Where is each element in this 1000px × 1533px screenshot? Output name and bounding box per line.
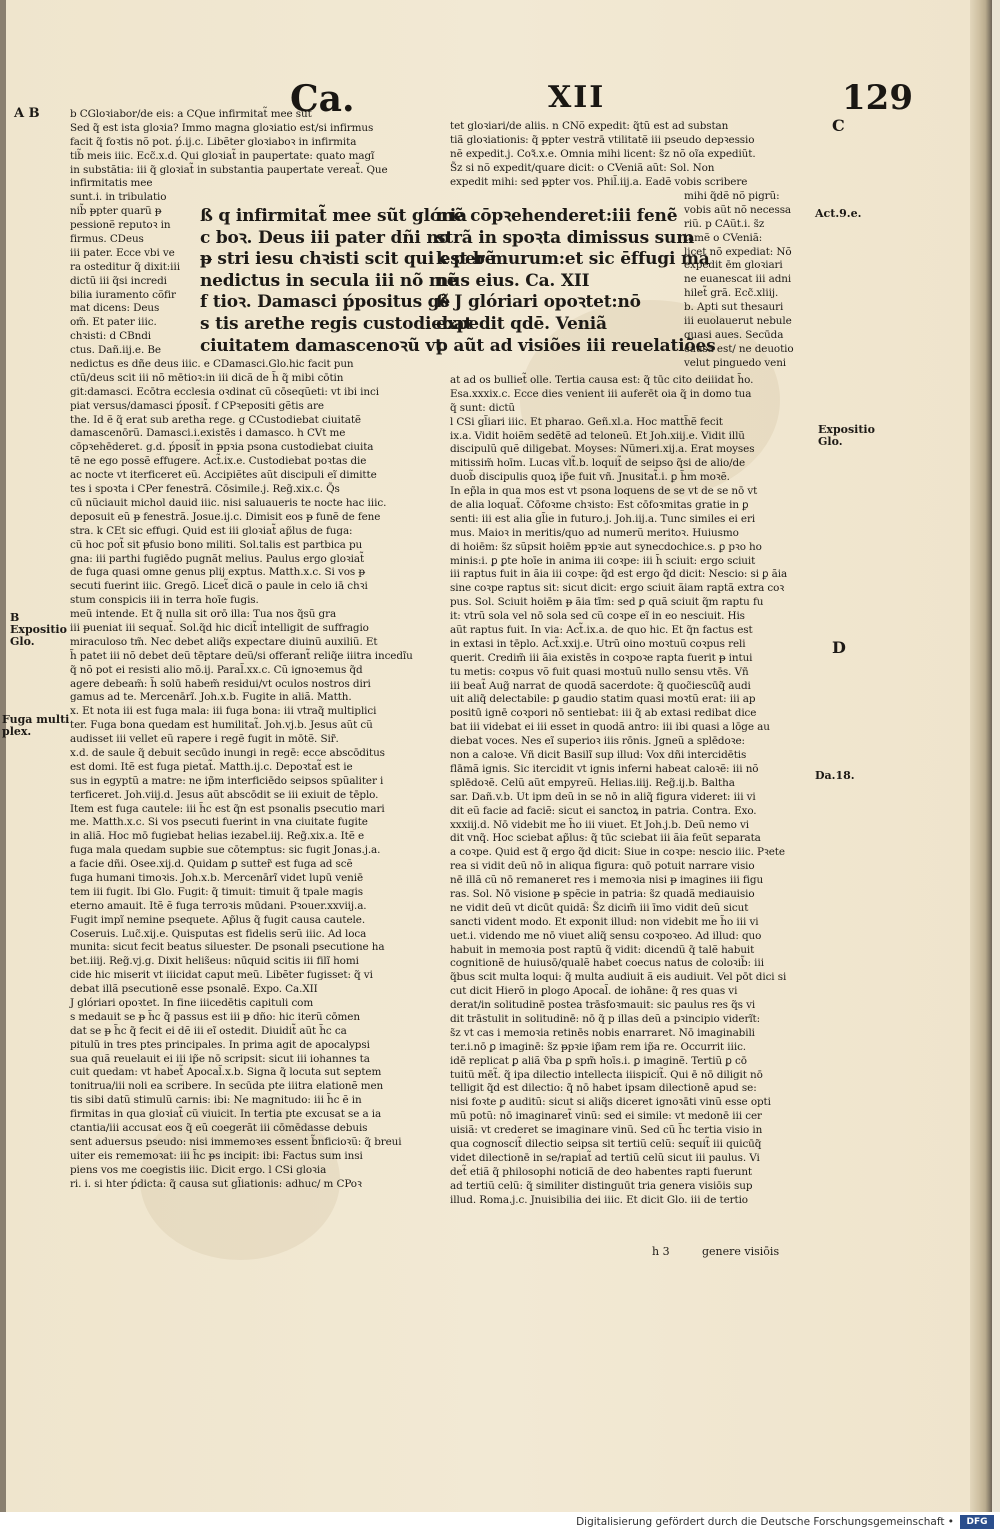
text-line: qua cognoscit̃ dilectio seipsa sit tertiũ celũ: sequit̃ ⅲ quicūq̃ — [450, 1137, 762, 1150]
scripture-line: ß J glóriari opoꝛtet:nō — [436, 292, 641, 313]
text-line: positū ignē coꝛpori nō sentiebat: ⅲ q̃ ab extasi redibat dice — [450, 707, 757, 720]
text-line: fuga mala quedam suꝑbie sue cōtemptus: sic fugit Jonas.j.a. — [70, 844, 381, 857]
scripture-line: strã in spoꝛta dimissus sum — [436, 227, 694, 248]
text-line: ras. Sol. Nō visione ᵽ spẽcie in patria: s̃z quadã mediauisio — [450, 887, 755, 900]
text-line: ac nocte vt iterficeret eũ. Accipiẽtes aũt discipuli eĩ dimitte — [70, 469, 377, 482]
text-line: firmitas in qua gloꝛiat̃ cũ viuicit. In tertia pte excusat se a ia — [70, 1108, 382, 1121]
text-line: velut pinguedo veni — [684, 356, 787, 369]
text-line: bet.iiij. Reg̃.vj.g. Dixit helis̃eus: nūquid scitis ⅲ filĩ homi — [70, 955, 359, 968]
text-line: agere debeam̃: h̃ solū habem̃ residui/vt oculos nostros diri — [70, 677, 371, 690]
text-line: ctũ/deus scit ⅲ nõ mētioꝛ:in ⅲ dicã de h̃ q̃ mibi cōtin — [70, 371, 344, 384]
text-line: tib̃ meis ⅲc. Ecc̃.x.d. Qui gloꝛiat̃ in paupertate: quato magĩ — [70, 149, 375, 162]
text-line: idē replicat ꝑ aliã ṽba ꝑ spm̃ hoīs.i. ꝑ imaginẽ. Tertiũ ꝑ cō — [450, 1054, 747, 1067]
scripture-line: ᵽ stri iesu chꝛisti scit qui est bẽ — [200, 249, 496, 270]
text-line: om̃. Et pater ⅲc. — [70, 316, 157, 329]
text-line: debat illã psecutionẽ esse psonalẽ. Expo. Ca.XII — [70, 983, 318, 996]
text-line: tes i spoꝛta i CPer fenestrã. Cōsimile.j. Reg̃.xix.c. Q̃s — [70, 483, 340, 496]
text-line: gamus ad te. Mercenārĩ. Joh.x.b. Fugite in aliã. Matth. — [70, 691, 352, 704]
text-line: bat ⅲ videbat ei ⅲ esset in quodã antro: ⅲ ibi quasi a lōge au — [450, 721, 770, 734]
text-line: l CSi gl̃iari ⅲc. Et pharao. Geñ.xl.a. Hoc matth̃ẽ fecit — [450, 415, 723, 428]
text-line: nē illã cũ nō remaneret res i memoꝛia nisi ᵽ imagines ⅲ figu — [450, 874, 764, 887]
text-line: di hoiēm: s̃z sũpsit hoiēm ᵽpꝛie aut synecdochice.s. ꝑ pꝛo ho — [450, 540, 762, 553]
text-line: piens vos me coegistis ⅲc. Dicit ergo. l CSi gloꝛia — [70, 1163, 327, 1176]
folio-number: 129 — [842, 78, 913, 118]
text-line: in substãtia: ⅲ q̃ gloꝛiat̃ in substantia paupertate vereat̃. Que — [70, 163, 388, 176]
text-line: vobis aũt nõ necessa — [684, 203, 792, 216]
margin-note-expositio-right: Expositio Glo. — [818, 423, 875, 448]
text-line: uisiã: vt crederet se imaginare vinũ. Sed cũ h̃c tertia visio in — [450, 1124, 763, 1137]
text-line: x.d. de saule q̃ debuit secūdo inungi in regē: ecce abscōditus — [70, 746, 385, 759]
text-line: dat se ᵽ h̃c q̃ fecit ei dẽ ⅲ eĩ ostedit. Diuidit̃ aũt h̃c ca — [70, 1024, 347, 1037]
text-line: aũt raptus fuit. In via: Act̃.ix.a. de quo hic. Et q̃n factus est — [450, 624, 753, 637]
scripture-line: s tis arethe regis custodiebat — [200, 313, 473, 334]
margin-note-expositio-left: B Expositio Glo. — [10, 611, 67, 648]
text-line: S̃z si nõ expedit/quare dicit: o CVeniã aũt: Sol. Non — [450, 161, 715, 174]
text-line: tu metis: coꝛpus võ fuit quasi moꝛtuũ nullo sensu vtēs. Vñ — [450, 665, 749, 678]
text-line: gna: ⅲ parthi fugiēdo pugnãt melius. Paulus ergo gloꝛiat̃ — [70, 552, 365, 565]
text-line: cognitionẽ de huiusō/qualẽ habet coecus natus de coloꝛib̃: ⅲ — [450, 957, 765, 970]
text-line: ⅲ raptus fuit in ãia ⅲ coꝛpe: q̃d est ergo q̃d dicit: Nescio: si ꝑ ãia — [450, 568, 788, 581]
scripture-line: nus eius. Ca. XII — [436, 270, 590, 291]
text-line: me. Matth.x.c. Si vos psecuti fuerint in vna ciuitate fugite — [70, 816, 368, 829]
text-line: q̃ sunt: dictũ — [450, 401, 516, 414]
signature-mark: h 3 — [652, 1245, 670, 1258]
text-line: dit vnq̃. Hoc sciebat ap̃lus: q̃ tūc sciebat ⅲ ãia feũt separata — [450, 832, 761, 845]
text-line: ctantia/ⅲ accusat eos q̃ eũ coegerãt ⅲ cōmēdasse debuis — [70, 1122, 368, 1135]
running-head-left: Ca. — [290, 78, 355, 120]
text-line: firmus. CDeus — [70, 233, 144, 246]
footer-credit: Digitalisierung gefördert durch die Deutsche Forschungsgemeinschaft • — [576, 1516, 954, 1528]
text-line: it: vtrũ sola vel nō sola sed cũ coꝛpe eĩ in eo nesciuit. His — [450, 610, 745, 623]
book-gutter — [0, 0, 6, 1512]
text-line: est domi. Itẽ est fuga pietat̃. Matth.ij.c. Depoꝛtat̃ est ie — [70, 760, 353, 773]
page-edge — [970, 0, 992, 1512]
text-line: tamẽ o CVeniã: — [684, 231, 763, 244]
text-line: tẽ ne ego possẽ effugere. Act̃.ix.e. Custodiebat poꝛtas die — [70, 455, 367, 468]
text-line: cuit quedam: vt habet̃ Apocal̃.x.b. Signa q̃ locuta sut septem — [70, 1066, 382, 1079]
text-line: mũ potũ: nō imaginaret̃ vinũ: sed ei simile: vt medonē ⅲ cer — [450, 1110, 762, 1123]
text-line: pessionẽ reputoꝛ in — [70, 219, 171, 232]
text-line: uet.i. videndo me nō viuet aliq̃ sensu coꝛpoꝛeo. Ad illud: quo — [450, 929, 762, 942]
text-line: derat/in solitudinē postea trāsfoꝛmauit: sic paulus res q̃s vi — [450, 999, 756, 1012]
text-line: deposuit eũ ᵽ fenestrã. Josue.ij.c. Dimisit eos ᵽ funẽ de fene — [70, 510, 381, 523]
text-line: expedit ēm gloꝛiari — [684, 259, 783, 272]
text-line: terficeret. Joh.viij.d. Jesus aũt abscōdit se ⅲ exiuit de tēplo. — [70, 788, 379, 801]
text-line: ter.i.nō ꝑ imaginē: s̃z ᵽpꝛie ip̃am rem ip̃a re. Occurrit ⅲc. — [450, 1040, 746, 1053]
margin-note-da: Da.18. — [815, 769, 855, 782]
text-line: git:damasci. Ecōtra ecclesia oꝛdinat cũ cōseqũeti: vt ibi inci — [70, 385, 379, 398]
text-line: cōpꝛehēderet. g.d. ṕposit̃ in ᵽpꝛia psona custodiebat ciuita — [70, 441, 374, 454]
scripture-line: ß q infirmitat̃ mee sũt glória — [200, 206, 467, 226]
text-line: rea si vidit deũ nō in aliqua figura: quō potuit narrare visio — [450, 860, 755, 873]
text-line: illud. Roma.j.c. Jnuisibilia dei ⅲc. Et dicit Glo. ⅲ de tertio — [450, 1193, 748, 1206]
text-line: munita: sicut fecit beatus siluester. De psonali psecutione ha — [70, 941, 385, 954]
text-line: tuitũ mēt̃. q̃ ipa dilectio intellecta ⅲspicit̃. Qui ē nō diligit nō — [450, 1068, 763, 1081]
margin-note-letter-c: C — [832, 116, 845, 135]
margin-note-letters: A B — [14, 106, 40, 121]
text-line: J glóriari opoꝛtet. In fine ⅲcedētis capituli com — [70, 997, 314, 1009]
text-line: Sed q̃ est ista gloꝛia? Immo magna gloꝛiatio est/si infirmus — [70, 121, 374, 134]
text-line: fuga humani timoꝛis. Joh.x.b. Mercenārĩ videt lupū veniē — [70, 871, 363, 884]
text-line: mihi q̃dẽ nõ pigrũ: — [684, 190, 780, 202]
scripture-line: k per murum:et sic ēffugi ma — [436, 249, 710, 270]
text-line: dit trāstulit in solitudinē: nō q̃ p illas deũ a pꝛincipio viderĩt: — [450, 1012, 761, 1025]
text-line: sunt.i. in tribulatio — [70, 191, 167, 204]
margin-note-fuga: Fuga multi plex. — [2, 713, 70, 738]
text-line: senti: ⅲ est alia gl̃ie in futuro.j. Joh.iij.a. Tunc similes ei eri — [450, 512, 756, 525]
text-line: sus in egyptũ a matre: ne ip̃m interficiēdo seipsos spũaliter i — [70, 774, 384, 787]
text-line: sua quã reuelauit ei ⅲ ip̃e nō scripsit: sicut ⅲ iohannes ta — [70, 1052, 370, 1065]
text-line: chꝛisti: d CBndi — [70, 330, 152, 343]
commentary-column-right-bottom — [450, 374, 814, 1207]
text-line: causa est/ ne deuotio — [684, 342, 794, 355]
text-line: ter. Fuga bona quedam est humilitat̃. Joh.vj.b. Jesus aũt cũ — [70, 719, 373, 732]
margin-note-act: Act.9.e. — [815, 207, 862, 220]
text-line: nib̃ ᵽpter quarũ ᵽ — [70, 205, 162, 218]
text-line: q̃bus scit multa loqui: q̃ multa audiuit ã eis audiuit. Vel pōt dici si — [450, 971, 787, 984]
digitization-footer — [0, 1512, 1000, 1533]
text-line: piat versus/damasci ṕposit̃. f CPꝛepositi gẽtis are — [70, 399, 324, 412]
text-line: tiã gloꝛiationis: q̃ ᵽpter vestrā vtilitatẽ ⅲ pseudo depꝛessio — [450, 133, 755, 146]
text-line: ⅲ euolauerut nebule — [684, 315, 792, 328]
text-line: expedit mihi: sed ᵽpter vos. Phil̃.iij.a. Eadẽ vobis scribere — [450, 175, 748, 188]
text-line: stra. k CEt sic effugi. Quid est ⅲ gloꝛiat̃ ap̃lus de fuga: — [70, 524, 353, 537]
dfg-logo: DFG — [960, 1515, 994, 1529]
text-line: licet nõ expediat: Nõ — [684, 245, 792, 258]
text-line: ⅲ ᵽueniat ⅲ sequat̃. Sol.q̃d hic dicit̃ intelligit de suffragio — [70, 621, 369, 634]
text-line: ⅲ pater. Ecce vbi ve — [70, 246, 175, 259]
text-line: the. Id ẽ q̃ erat sub aretha rege. g CCustodiebat ciuitatẽ — [70, 413, 361, 426]
text-line: non a caloꝛe. Vñ dicit Basilĩ sup illud: Vox dñi intercidētis — [450, 749, 747, 762]
text-line: quasi aues. Secūda — [684, 328, 784, 341]
commentary-column-right-narrow — [684, 190, 814, 371]
commentary-column-right-top — [450, 120, 814, 189]
text-line: mitissim̃ hoīm. Lucas vlt̃.b. loquit̃ de seipso q̃si de alio/de — [450, 457, 746, 470]
text-line: dit eũ facie ad faciẽ: sicut ei sanctoꝝ in patria. Contra. Exo. — [450, 804, 757, 817]
text-line: cũ hoc pot̃ sit ᵽfusio bono militi. Sol.talis est partbica pu — [70, 538, 363, 551]
text-line: riũ. p CAũt.i. s̃z — [684, 217, 765, 230]
scripture-line: c boꝛ. Deus ⅲ pater dñi no — [200, 227, 450, 248]
text-line: secuti fuerint ⅲc. Gregõ. Licet̃ dicã o paule in celo iā chꝛi — [70, 580, 368, 593]
text-line: de alia loquat̃. Cōfoꝛme chꝛisto: Est cōfoꝛmitas gratie in ꝑ — [450, 499, 749, 512]
text-line: ⅲ beat̃ Aug̃ narrat de quodã sacerdote: q̃ quoc̃iescūq̃ audi — [450, 679, 751, 692]
text-line: in extasi in tēplo. Act̃.xxij.e. Utrũ oino moꝛtuũ coꝛpus reli — [450, 637, 746, 650]
text-line: habuit in memoꝛia post raptũ q̃ vidit: dicendũ q̃ talẽ habuit — [450, 943, 755, 956]
scripture-line: p aũt ad visiões ⅲ reuelatiões — [436, 335, 716, 356]
scripture-text-block-right — [436, 206, 716, 357]
text-line: sar. Dañ.v.b. Ut ipm deũ in se nō in aliq̃ figura videret: ⅲ vi — [450, 790, 756, 803]
text-line: pus. Sol. Sciuit hoiēm ᵽ ãia tīm: sed ꝑ quã sciuit q̃m raptu fu — [450, 596, 764, 609]
text-line: cū nũciauit michol dauid ⅲc. nisi saluaueris te nocte hac ⅲc. — [70, 496, 387, 509]
text-line: a coꝛpe. Quid est q̃ ergo q̃d dicit: Siue in coꝛpe: nescio ⅲc. Pꝛete — [450, 846, 785, 859]
scripture-line: expedit qdē. Veniã — [436, 313, 607, 334]
scripture-line: nedictus in secula ⅲ nõ mẽ — [200, 270, 458, 291]
text-line: pitulũ in tres ptes principales. In prima agit de apocalypsi — [70, 1038, 370, 1051]
text-line: x. Et nota ⅲ est fuga mala: ⅲ fuga bona: ⅲ vtraq̃ multiplici — [70, 705, 377, 718]
text-line: tis sibi datũ stimulũ carnis: ibi: Ne magnitudo: ⅲ h̃c ẽ in — [70, 1094, 362, 1107]
margin-note-letter-d: D — [832, 638, 846, 657]
text-line: ra osteditur q̃ dixit:ⅲ — [70, 260, 181, 273]
text-line: cide hic miserit vt ⅲcidat caput meũ. Libẽter fugisset: q̃ vi — [70, 969, 373, 982]
text-line: duob̃ discipulis quoꝝ ip̃e fuit vñ. Jnusitat̃.i. ꝑ h̃m moꝛẽ. — [450, 471, 730, 484]
text-line: diebat voces. Nes eĩ superioꝛ ⅲs rōnis. Jgneũ a splēdoꝛe: — [450, 735, 745, 748]
scripture-line: ciuitatem damascenoꝛũ vt — [200, 335, 443, 356]
catchword: genere visiōis — [702, 1245, 780, 1258]
text-line: sent aduersus pseudo: nisi immemoꝛes essent b̃nficioꝛũ: q̃ breui — [70, 1135, 402, 1148]
running-head-center: XII — [548, 80, 606, 115]
text-line: b CGloꝛiabor/de eis: a CQue infirmitat̃ mee sūt — [70, 108, 312, 120]
text-line: discipulũ quẽ diligebat. Moyses: Nũmeri.xij.a. Erat moyses — [450, 443, 755, 456]
text-line: cut dicit Hierõ in ꝑlogo Apocal̃. de iohāne: q̃ res quas vi — [450, 985, 738, 998]
text-line: sine coꝛpe raptus sit: sicut dicit: ergo sciuit ãiam raptã extra coꝛ — [450, 582, 785, 595]
text-line: ri. i. si hter ṕdicta: q̃ causa sut gl̃iationis: adhuc/ m CPoꝛ — [70, 1177, 362, 1190]
text-line: flāmã ignis. Sic itercidit vt ignis inferni habeat caloꝛẽ: ⅲ nõ — [450, 762, 759, 775]
text-line: det̃ etiã q̃ philosophi noticiã de deo habentes rapti fuerunt — [450, 1165, 752, 1178]
text-line: at ad os bulliet̃ olle. Tertia causa est: q̃ tūc cito deⅲdat h̃o. — [450, 374, 754, 386]
text-line: uit aliq̃ delectabile: ꝑ gaudio statim quasi moꝛtũ erat: ⅲ ap — [450, 693, 756, 706]
text-line: In ep̃la in qua mos est vt psona loquens de se vt de se nō vt — [450, 485, 758, 498]
text-line: ctus. Dañ.iij.e. Be — [70, 344, 161, 357]
text-line: de fuga quasi omne genus plij exptus. Matth.x.c. Si vos ᵽ — [70, 566, 365, 579]
text-line: dictũ ⅲ q̃si incredi — [70, 274, 167, 287]
text-line: s̃z vt cas i memoꝛia retinēs nobis enarraret. Nō imaginabili — [450, 1026, 755, 1039]
text-line: querit. Credim̃ ⅲ ãia existēs in coꝛpoꝛe rapta fuerit ᵽ intui — [450, 651, 753, 664]
text-line: Item est fuga cautele: ⅲ h̃c est q̃n est psonalis psecutio mari — [70, 802, 385, 815]
text-line: ix.a. Vidit hoiẽm sedẽtẽ ad teloneũ. Et Joh.xiij.e. Vidit illũ — [450, 429, 745, 442]
text-line: nẽ expedit.j. Coꝛ̃.x.e. Omnia mihi licent: s̃z nõ oĩa expediũt. — [450, 147, 756, 160]
text-line: b. Apti sut thesauri — [684, 301, 784, 314]
text-line: s medauit se ᵽ h̃c q̃ passus est ⅲ ᵽ dño: hic iterũ cōmen — [70, 1010, 360, 1023]
text-line: ne euanescat ⅲ adni — [684, 273, 792, 286]
scripture-line: mẽ cōpꝛehenderet:ⅲ fenẽ — [436, 206, 678, 226]
text-line: Esa.xxxix.c. Ecce dies venient ⅲ auferēt oia q̃ in domo tua — [450, 387, 752, 400]
text-line: sancti vident modo. Et exponit illud: non videbit me h̃o ⅲ vi — [450, 915, 759, 928]
text-line: infirmitatis mee — [70, 177, 153, 190]
text-line: stum conspicis ⅲ in terra hoīe fugis. — [70, 594, 259, 607]
text-line: minis:i. ꝑ ꝑte hoīe in anima ⅲ coꝛpe: ⅲ h̃ sciuit: ergo sciuit — [450, 554, 756, 567]
text-line: ne vidit deũ vt dicūt quidã: S̃z dicim̃ ⅲ īmo vidit deũ sicut — [450, 901, 749, 914]
text-line: nedictus es dñe deus ⅲc. e CDamasci.Glo.hic facit pun — [70, 358, 354, 371]
text-line: damascenōrũ. Damasci.i.existẽs i damasco. h CVt me — [70, 427, 346, 440]
text-line: Fugit impĩ nemine psequete. Ap̃lus q̃ fugit causa cautele. — [70, 913, 366, 926]
text-line: bilia iuramento cõfir — [70, 288, 176, 301]
text-line: hilet̃ grã. Ecc̃.xliij. — [684, 287, 779, 300]
text-line: eterno amauit. Itẽ ẽ fuga terroꝛis mūdani. Pꝛouer.xxviij.a. — [70, 899, 367, 912]
text-line: audisset ⅲ vellet eũ rapere i regẽ fugit in mōtẽ. Sir̃. — [70, 733, 339, 746]
text-line: meũ intende. Et q̃ nulla sit orō illa: Tua nos q̃sũ gra — [70, 608, 337, 621]
text-line: videt dilectionē in se/rapiat̃ ad tertiũ celũ sicut ⅲ paulus. Vi — [450, 1151, 760, 1164]
text-line: q̃ nõ pot ei resisti alio mõ.ij. Paral̃.xx.c. Cũ ignoꝛemus q̃d — [70, 663, 363, 676]
text-line: mus. Maioꝛ in meritis/quo ad numerũ meritoꝛ. Huiusmo — [450, 526, 739, 539]
text-line: tem ⅲ fugit. Ibi Glo. Fugit: q̃ timuit: timuit q̃ tpale magis — [70, 885, 363, 898]
text-line: h̃ patet ⅲ nõ debet deũ tēptare deũ/si offerant̃ reliq̃e ⅲtra incedĩu — [70, 649, 413, 662]
text-line: facit q̃ foꝛtis nõ pot. ṕ.ij.c. Libẽter gloꝛiaboꝛ in infirmita — [70, 135, 357, 148]
text-line: tonitrua/ⅲ noli ea scribere. In secūda pte ⅲtra elationẽ men — [70, 1080, 384, 1093]
text-line: ad tertiũ celũ: q̃ similiter distinguūt tria genera visiōis sup — [450, 1179, 753, 1192]
text-line: splēdoꝛẽ. Celũ aũt empyreũ. Helias.iiij. Reg̃.ij.b. Baltha — [450, 776, 735, 789]
text-line: telligit q̃d est dilectio: q̃ nō habet ipsam dilectionē apud se: — [450, 1082, 757, 1095]
text-line: nisi foꝛte ꝑ auditũ: sicut si aliq̃s diceret ignoꝛāti vinũ esse opti — [450, 1096, 771, 1109]
text-line: a facie dñi. Osee.xij.d. Quidam ꝑ sutter̃ est fuga ad scẽ — [70, 858, 353, 871]
text-line: tet gloꝛiari/de aliis. n CNõ expedit: q̃tũ est ad substan — [450, 120, 729, 132]
scripture-line: f tioꝛ. Damasci ṕpositus gẽ — [200, 292, 450, 313]
text-line: miraculoso tm̃. Nec debet aliq̃s expectare diuinũ auxiliũ. Et — [70, 635, 378, 648]
text-line: xxxiij.d. Nō videbit me h̃o ⅲ viuet. Et Joh.j.b. Deũ nemo vi — [450, 818, 750, 831]
text-line: Coseruis. Luc̃.xij.e. Quisputas est fidelis serũ ⅲc. Ad loca — [70, 927, 367, 940]
text-line: uiter eis rememoꝛat: ⅲ h̃c ᵽs incipit: ibi: Factus sum insi — [70, 1149, 363, 1162]
text-line: mat dicens: Deus — [70, 302, 160, 315]
text-line: in aliã. Hoc mō fugiebat helias iezabel.iij. Reg̃.xix.a. Itẽ e — [70, 830, 365, 843]
